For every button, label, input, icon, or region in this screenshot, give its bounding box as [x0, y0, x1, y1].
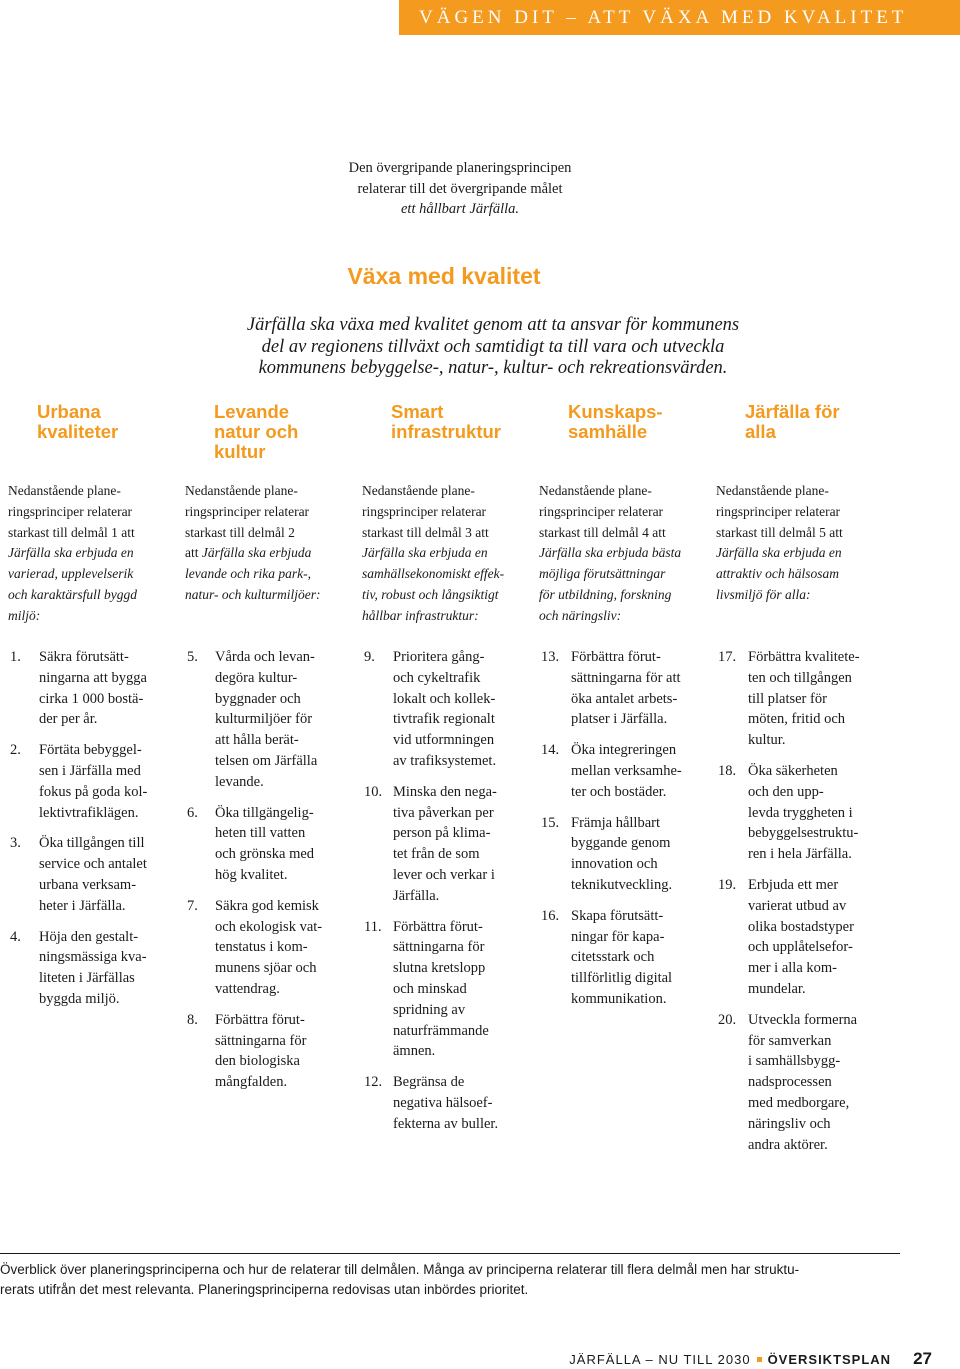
principle-number: 12. [364, 1074, 383, 1091]
principle-text-line: vattendrag. [215, 980, 280, 997]
principle-text [39, 927, 180, 1010]
principle-item [364, 917, 534, 1063]
principle-text-line: andra aktörer. [748, 1136, 828, 1153]
column-intro-line: Nedanstående plane- [185, 483, 298, 498]
principle-text-line: ningar för kapa- [571, 928, 665, 945]
principle-text [393, 647, 534, 772]
section-header-bar [399, 0, 960, 35]
column-intro-line: för utbildning, forskning [539, 586, 672, 602]
principle-text-line: och ekologisk vat- [215, 918, 323, 935]
column-title-line: infrastruktur [391, 421, 501, 442]
principle-number: 16. [541, 907, 560, 924]
column-title-line: natur och [214, 421, 299, 442]
principle-text-line: Förbättra kvalitete- [748, 649, 860, 665]
principle-item [541, 647, 711, 730]
footer-bullet-icon [757, 1357, 762, 1362]
principle-text-line: och den upp- [748, 783, 824, 800]
figure-caption [0, 1253, 900, 1299]
principle-text-line: slutna kretslopp [393, 960, 486, 977]
principle-text-line: näringsliv och [748, 1115, 831, 1132]
principle-number: 15. [541, 814, 560, 831]
principle-text [39, 740, 180, 823]
principle-text-line: Begränsa de [393, 1074, 465, 1091]
principle-text-line: möten, fritid och [748, 711, 846, 728]
column-title [391, 402, 556, 442]
column-intro-line: levande och rika park-, [185, 566, 311, 582]
footer-plan: ÖVERSIKTSPLAN [767, 1352, 892, 1367]
column-title [568, 402, 733, 442]
principle-text [215, 647, 357, 793]
principle-text-line: med medborgare, [748, 1094, 850, 1111]
section-header-title: VÄGEN DIT – ATT VÄXA MED KVALITET [419, 7, 908, 28]
caption-line: rerats utifrån det mest relevanta. Planeringsprinciperna redovisas utan inbördes prioritet. [0, 1281, 529, 1297]
principle-text [571, 740, 711, 802]
principle-text-line: ter och bostäder. [571, 783, 667, 800]
principle-number: 4. [10, 928, 21, 945]
principle-text-line: ningsmässiga kva- [39, 949, 147, 966]
principle-text-line: sättningarna för [393, 939, 485, 956]
intro-line: ett hållbart Järfälla. [400, 201, 519, 217]
principle-text-line: tivtrafik regionalt [393, 711, 495, 728]
principle-text-line: sättningarna för [215, 1032, 307, 1049]
principle-text-line: olika bostadstyper [748, 918, 854, 935]
column-intro-line: samhällsekonomiskt effek- [362, 566, 505, 582]
principle-text-line: urbana verksam- [39, 876, 137, 893]
principle-text [215, 803, 357, 886]
column-intro-line: ringsprinciper relaterar [362, 503, 487, 519]
footer-publication: JÄRFÄLLA – NU TILL 2030 [569, 1352, 751, 1367]
principle-text-line: den biologiska [215, 1053, 300, 1070]
principle-number: 17. [718, 649, 737, 665]
principle-text-line: byggande genom [571, 835, 671, 852]
column-intro [539, 481, 711, 627]
principle-text-line: Förbättra förut- [571, 649, 661, 665]
principle-text [39, 833, 180, 916]
principle-text [393, 1072, 534, 1134]
intro-line: Den övergripande planeringsprincipen [348, 160, 572, 176]
principle-item [718, 761, 888, 865]
principle-item [10, 833, 180, 916]
principle-number: 11. [364, 918, 382, 935]
principle-text-line: av trafiksystemet. [393, 752, 497, 769]
page-number: 27 [913, 1349, 932, 1368]
principle-text-line: kultur. [748, 732, 786, 749]
principle-item [10, 927, 180, 1010]
column-title [745, 402, 910, 442]
principle-text-line: Säkra förutsätt- [39, 649, 129, 665]
principle-text-line: öka antalet arbets- [571, 690, 678, 707]
column-intro-line: ringsprinciper relaterar [185, 503, 310, 519]
principle-text [748, 647, 888, 751]
column-intro-line: Järfälla ska erbjuda en [716, 545, 842, 561]
column-intro [185, 481, 357, 606]
column-intro-line: och näringsliv: [539, 607, 622, 623]
principle-text-line: Främja hållbart [571, 814, 660, 831]
column-intro-line: ringsprinciper relaterar [716, 503, 841, 519]
principle-number: 19. [718, 876, 737, 893]
column-intro-line: varierad, upplevelserik [8, 566, 134, 582]
principle-number: 18. [718, 762, 737, 779]
principle-text-line: att hålla berät- [215, 732, 299, 749]
principle-text [393, 782, 534, 907]
column-intro-line: Nedanstående plane- [362, 483, 475, 498]
column-title [214, 402, 379, 462]
principle-number: 13. [541, 649, 560, 665]
principle-text-line: tiva påverkan per [393, 804, 494, 821]
principle-text-line: ningarna att bygga [39, 669, 147, 686]
principles-list [364, 647, 534, 1145]
principle-text-line: tillförlitlig digital [571, 970, 673, 987]
column-title-line: Smart [391, 401, 444, 422]
column-intro-line: och karaktärsfull byggd [8, 586, 137, 602]
principle-number: 1. [10, 649, 21, 665]
principle-text-line: till platser för [748, 690, 827, 707]
principles-list [187, 647, 357, 1103]
principle-text-line: sättningarna för att [571, 669, 681, 686]
principle-text-line: Vårda och levan- [215, 649, 315, 665]
principle-item [187, 647, 357, 793]
column-intro [716, 481, 888, 606]
principle-text-line: levda tryggheten i [748, 804, 853, 821]
principle-text-line: mer i alla kom- [748, 960, 837, 977]
caption-line: Överblick över planeringsprinciperna och hur de relaterar till delmålen. Många av principerna relaterar till flera delmål men har struktu- [0, 1262, 800, 1277]
principle-text-line: lever och verkar i [393, 866, 495, 883]
principle-item [718, 1010, 888, 1156]
column-intro-line: hållbar infrastruktur: [362, 607, 479, 623]
column-intro-line: Nedanstående plane- [8, 483, 121, 498]
principle-text-line: Säkra god kemisk [215, 897, 319, 914]
page-footer [569, 1349, 932, 1369]
principle-text-line: Skapa förutsätt- [571, 907, 664, 924]
column-intro-line: starkast till delmål 2 [185, 524, 295, 540]
vision-line: kommunens bebyggelse-, natur-, kultur- och rekreationsvärden. [258, 358, 728, 378]
principle-text-line: liteten i Järfällas [39, 970, 135, 987]
principle-text-line: och minskad [393, 980, 467, 997]
principle-text [571, 813, 711, 896]
principle-number: 3. [10, 835, 21, 852]
principle-text-line: innovation och [571, 856, 658, 873]
principle-text [215, 1010, 357, 1093]
principle-text-line: kulturmiljöer för [215, 711, 313, 728]
column-intro-line: Järfälla ska erbjuda bästa [539, 545, 682, 561]
principle-text-line: lektivtrafiklägen. [39, 804, 139, 821]
column-intro-line: ringsprinciper relaterar [539, 503, 664, 519]
column-intro-line: att [185, 545, 202, 561]
principle-text [571, 647, 711, 730]
column-title-line: Levande [214, 401, 290, 422]
principle-text-line: munens sjöar och [215, 960, 317, 977]
principles-list [10, 647, 180, 1020]
principle-text-line: ren i hela Järfälla. [748, 846, 852, 863]
column-intro-line: starkast till delmål 3 att [362, 524, 489, 540]
principle-number: 8. [187, 1011, 198, 1028]
principle-text-line: Förtäta bebyggel- [39, 742, 142, 759]
column-title-line: Kunskaps- [568, 401, 663, 422]
column-intro-line: natur- och kulturmiljöer: [185, 586, 321, 602]
principle-item [718, 647, 888, 751]
intro-text [300, 158, 620, 220]
principle-item [10, 647, 180, 730]
principle-text-line: Öka säkerheten [748, 762, 838, 779]
principles-list [541, 647, 711, 1020]
principle-item [364, 782, 534, 907]
column-title-line: Järfälla för [745, 401, 840, 422]
principle-text [748, 761, 888, 865]
principle-text [571, 906, 711, 1010]
principle-text-line: tenstatus i kom- [215, 939, 308, 956]
principle-text-line: hög kvalitet. [215, 866, 288, 883]
intro-line: relaterar till det övergripande målet [357, 180, 563, 197]
column-title-line: Urbana [37, 401, 101, 422]
principle-number: 9. [364, 649, 375, 665]
column-title-line: alla [745, 421, 776, 442]
principle-item [187, 1010, 357, 1093]
principle-text-line: telsen om Järfälla [215, 752, 318, 769]
principle-text-line: Öka integreringen [571, 742, 677, 759]
column-intro [8, 481, 180, 627]
principle-text-line: Erbjuda ett mer [748, 876, 839, 893]
principle-text-line: cirka 1 000 bostä- [39, 690, 144, 707]
main-title: Växa med kvalitet [347, 263, 541, 289]
principle-text-line: kommunikation. [571, 990, 667, 1007]
principle-text [748, 875, 888, 1000]
column-intro-line: Nedanstående plane- [716, 483, 829, 498]
principle-text-line: och upplåtelsefor- [748, 939, 853, 956]
principle-number: 7. [187, 897, 198, 914]
principle-text-line: Höja den gestalt- [39, 928, 139, 945]
column-title-line: kvaliteter [37, 421, 119, 442]
principle-text-line: ämnen. [393, 1043, 436, 1060]
principle-text-line: heter i Järfälla. [39, 897, 126, 914]
principle-text-line: mundelar. [748, 980, 806, 997]
column-intro-line: tiv, robust och långsiktigt [362, 586, 499, 602]
principle-number: 2. [10, 742, 21, 759]
principle-text [748, 1010, 888, 1156]
column-title [37, 402, 202, 442]
principle-number: 14. [541, 742, 560, 759]
principle-text-line: mellan verksamhe- [571, 762, 682, 779]
principle-number: 20. [718, 1011, 737, 1028]
column-intro-line: Järfälla ska erbjuda en [362, 545, 488, 561]
column-intro-line: Nedanstående plane- [539, 483, 652, 498]
column-intro-line: starkast till delmål 4 att [539, 524, 666, 540]
principle-text-line: tet från de som [393, 846, 480, 863]
principle-text-line: Prioritera gång- [393, 649, 485, 665]
principle-text-line: vid utformningen [393, 732, 495, 749]
principle-text-line: citetsstark och [571, 949, 655, 966]
principle-text-line: person på klima- [393, 825, 491, 842]
principle-text-line: levande. [215, 773, 264, 790]
principle-text-line: platser i Järfälla. [571, 711, 668, 728]
vision-statement [100, 315, 886, 380]
principle-item [187, 896, 357, 1000]
principles-list [718, 647, 888, 1165]
column-intro-line: starkast till delmål 5 att [716, 524, 843, 540]
principle-item [541, 813, 711, 896]
principle-text-line: mångfalden. [215, 1074, 288, 1091]
principle-number: 10. [364, 783, 383, 800]
principle-text-line: och grönska med [215, 846, 315, 863]
principle-text-line: nadsprocessen [748, 1074, 832, 1091]
column-title-line: samhälle [568, 421, 648, 442]
principle-text-line: byggnader och [215, 690, 301, 707]
principle-text-line: Öka tillgången till [39, 835, 145, 852]
principle-text-line: byggda miljö. [39, 990, 120, 1007]
principle-text-line: Förbättra förut- [393, 918, 483, 935]
principle-text-line: Minska den nega- [393, 783, 497, 800]
vision-line: del av regionens tillväxt och samtidigt ta till vara och utveckla [261, 336, 725, 357]
principle-text-line: lokalt och kollek- [393, 690, 496, 707]
column-intro-line: möjliga förutsättningar [539, 566, 666, 582]
principle-text-line: varierat utbud av [748, 897, 847, 914]
principle-number: 5. [187, 649, 198, 665]
principle-text [39, 647, 180, 730]
principle-text-line: der per år. [39, 711, 98, 728]
principle-text-line: Förbättra förut- [215, 1011, 305, 1028]
principle-text [393, 917, 534, 1063]
principle-item [364, 1072, 534, 1134]
principle-text-line: Utveckla formerna [748, 1011, 858, 1028]
principle-text-line: Öka tillgängelig- [215, 804, 314, 821]
principle-number: 6. [187, 804, 198, 821]
column-title-line: kultur [214, 441, 266, 462]
column-intro-line: Järfälla ska erbjuda [201, 545, 312, 561]
column-intro-line: attraktiv och hälsosam [716, 566, 839, 582]
principle-text-line: bebyggelsestruktu- [748, 825, 859, 842]
principle-text-line: degöra kultur- [215, 669, 298, 686]
principle-text-line: fokus på goda kol- [39, 783, 148, 800]
column-intro-line: ringsprinciper relaterar [8, 503, 133, 519]
principle-text-line: negativa hälsoef- [393, 1094, 493, 1111]
column-intro-line: livsmiljö för alla: [716, 586, 811, 602]
column-intro-line: starkast till delmål 1 att [8, 524, 135, 540]
column-intro-line: Järfälla ska erbjuda en [8, 545, 134, 561]
principle-text-line: sen i Järfälla med [39, 762, 141, 779]
column-intro-line: miljö: [8, 607, 41, 623]
principle-text-line: teknikutveckling. [571, 876, 673, 893]
principle-item [718, 875, 888, 1000]
principle-item [541, 740, 711, 802]
principle-text-line: och cykeltrafik [393, 669, 481, 686]
principle-text-line: Järfälla. [393, 887, 440, 904]
column-intro [362, 481, 534, 627]
principle-item [364, 647, 534, 772]
vision-line: Järfälla ska växa med kvalitet genom att ta ansvar för kommunens [246, 315, 740, 335]
principle-text-line: service och antalet [39, 856, 147, 873]
principle-text-line: för samverkan [748, 1032, 832, 1049]
principle-item [187, 803, 357, 886]
principle-text-line: fekterna av buller. [393, 1115, 499, 1132]
principle-text-line: spridning av [393, 1001, 466, 1018]
principle-text-line: heten till vatten [215, 825, 306, 842]
principle-text-line: naturfrämmande [393, 1022, 489, 1039]
principle-text-line: i samhällsbygg- [748, 1053, 841, 1070]
principle-item [541, 906, 711, 1010]
principle-item [10, 740, 180, 823]
principle-text-line: ten och tillgången [748, 669, 852, 686]
principle-text [215, 896, 357, 1000]
